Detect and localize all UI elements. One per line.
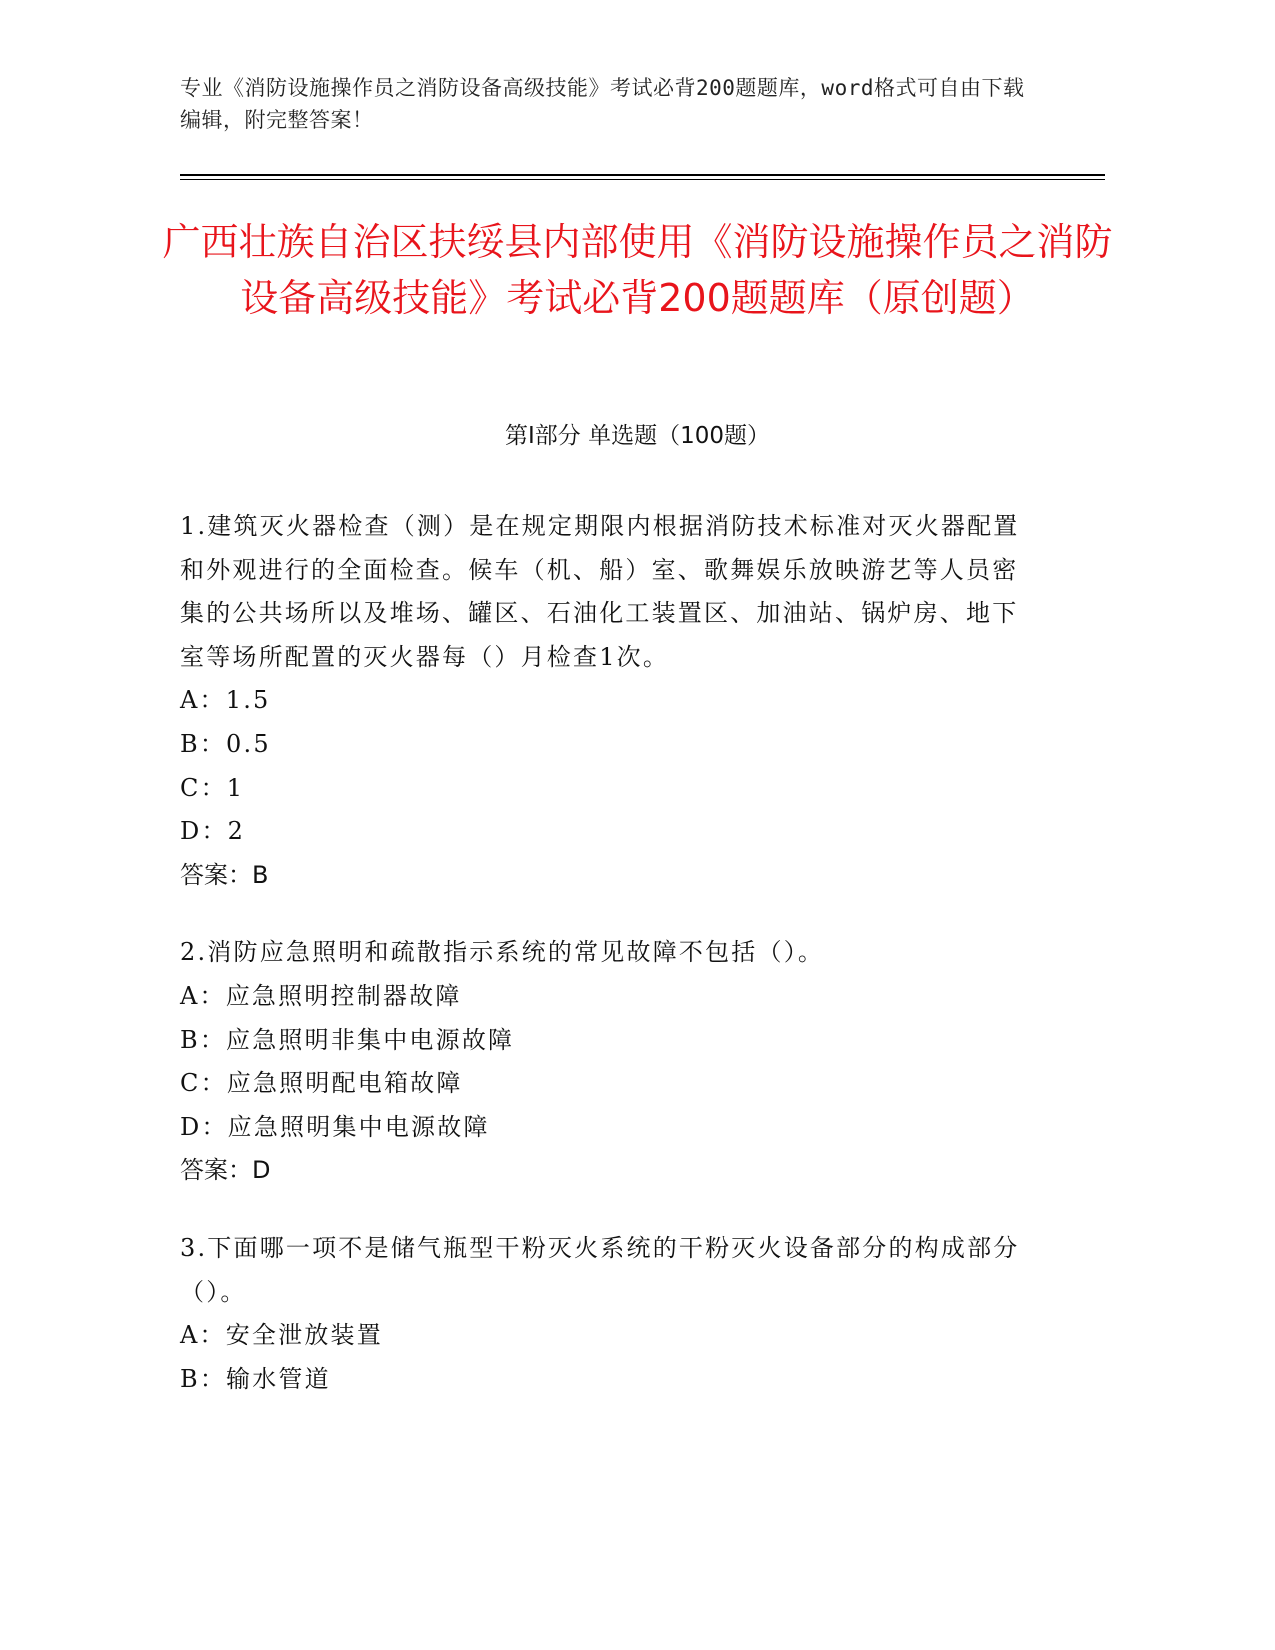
section-heading: 第I部分 单选题（100题） (505, 423, 770, 449)
option-a: A：应急照明控制器故障 (180, 981, 462, 1010)
header-divider-thin (180, 179, 1105, 180)
option-b: B：0.5 (180, 729, 271, 758)
question-item (180, 931, 1020, 1193)
answer-line: 答案：D (180, 1156, 271, 1185)
question-item (180, 1227, 1020, 1401)
document-title: 广西壮族自治区扶绥县内部使用《消防设施操作员之消防设备高级技能》考试必背200题题库（原创题） (162, 220, 1113, 320)
option-d: D：应急照明集中电源故障 (180, 1112, 490, 1141)
question-stem: 3.下面哪一项不是储气瓶型干粉灭火系统的干粉灭火设备部分的构成部分（）。 (180, 1233, 1020, 1306)
option-c: C：应急照明配电箱故障 (180, 1069, 463, 1098)
header-divider-thick (180, 174, 1105, 176)
option-b: B：应急照明非集中电源故障 (180, 1025, 515, 1054)
header-note: 专业《消防设施操作员之消防设备高级技能》考试必背200题题库，word格式可自由下载编辑，附完整答案！ (180, 76, 1025, 132)
question-stem: 1.建筑灭火器检查（测）是在规定期限内根据消防技术标准对灭火器配置和外观进行的全面检查。候车（机、船）室、歌舞娱乐放映游艺等人员密集的公共场所以及堆场、罐区、石油化工装置区、加油站、锅炉房、地下室等场所配置的灭火器每（）月检查1次。 (180, 512, 1020, 671)
question-item (180, 505, 1020, 897)
option-a: A：1.5 (180, 686, 271, 715)
option-c: C：1 (180, 773, 245, 802)
option-d: D：2 (180, 817, 246, 846)
question-list (180, 505, 1020, 1435)
option-b: B：输水管道 (180, 1364, 331, 1393)
answer-line: 答案：B (180, 860, 269, 889)
option-a: A：安全泄放装置 (180, 1321, 383, 1350)
question-stem: 2.消防应急照明和疏散指示系统的常见故障不包括（）。 (180, 938, 825, 967)
